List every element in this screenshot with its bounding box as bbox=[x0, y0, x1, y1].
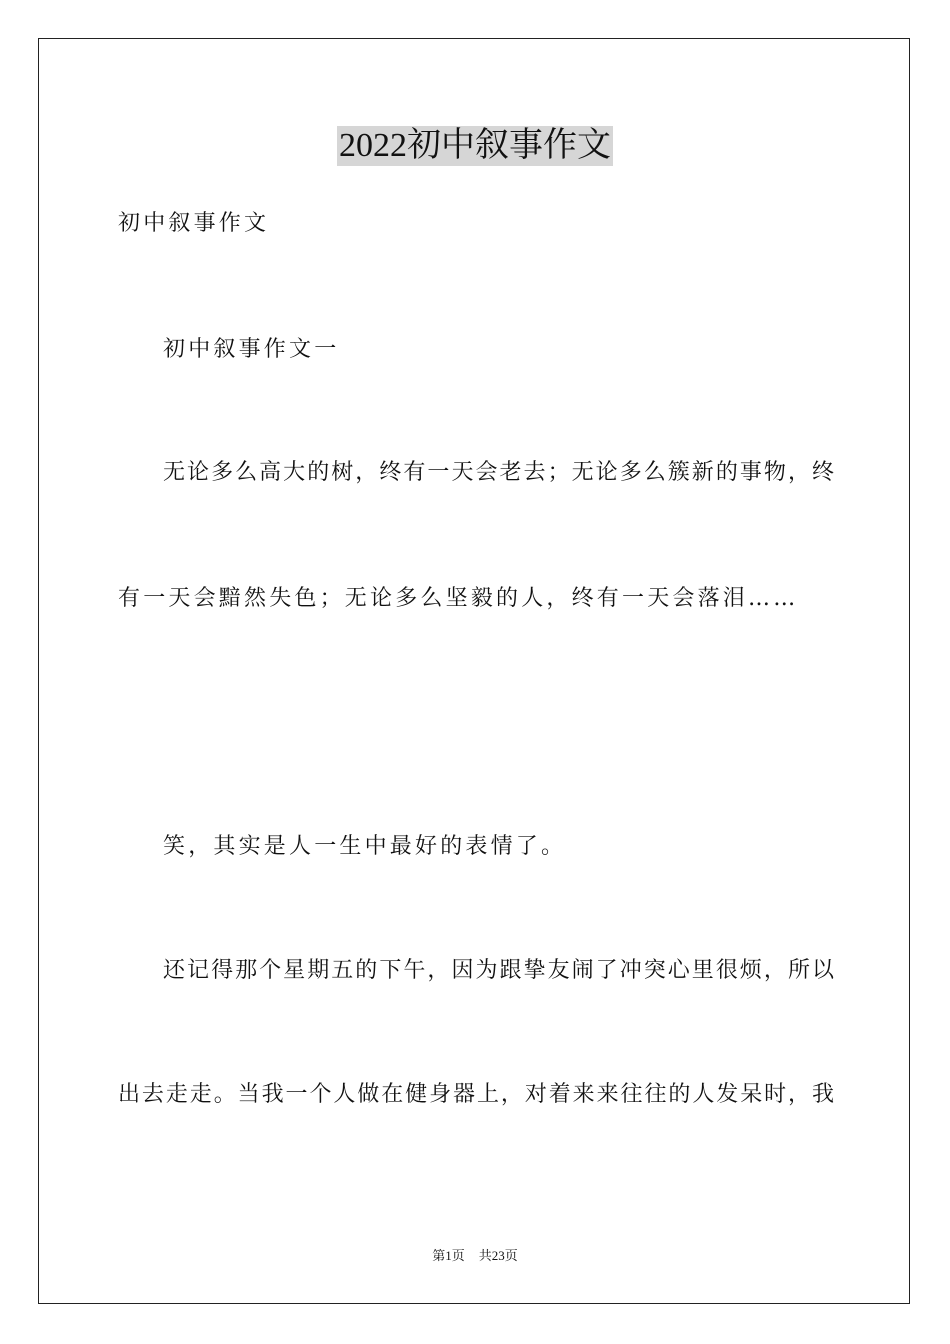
text-line: 出去走走。当我一个人做在健身器上，对着来来往往的人发呆时，我 bbox=[118, 1082, 834, 1107]
text-line: 笑，其实是人一生中最好的表情了。 bbox=[163, 834, 567, 859]
text-line-subheading: 初中叙事作文一 bbox=[163, 337, 340, 362]
title-container bbox=[0, 126, 950, 166]
document-title: 2022初中叙事作文 bbox=[339, 127, 611, 164]
page-number: 第1页 bbox=[432, 1248, 465, 1263]
text-line: 有一天会黯然失色；无论多么坚毅的人，终有一天会落泪…… bbox=[118, 586, 799, 611]
page-footer bbox=[0, 1247, 950, 1265]
text-line-heading: 初中叙事作文 bbox=[118, 211, 270, 236]
text-line: 还记得那个星期五的下午，因为跟挚友闹了冲突心里很烦，所以 bbox=[163, 958, 834, 983]
page-total: 共23页 bbox=[478, 1248, 518, 1263]
text-line: 无论多么高大的树，终有一天会老去；无论多么簇新的事物，终 bbox=[163, 460, 834, 485]
